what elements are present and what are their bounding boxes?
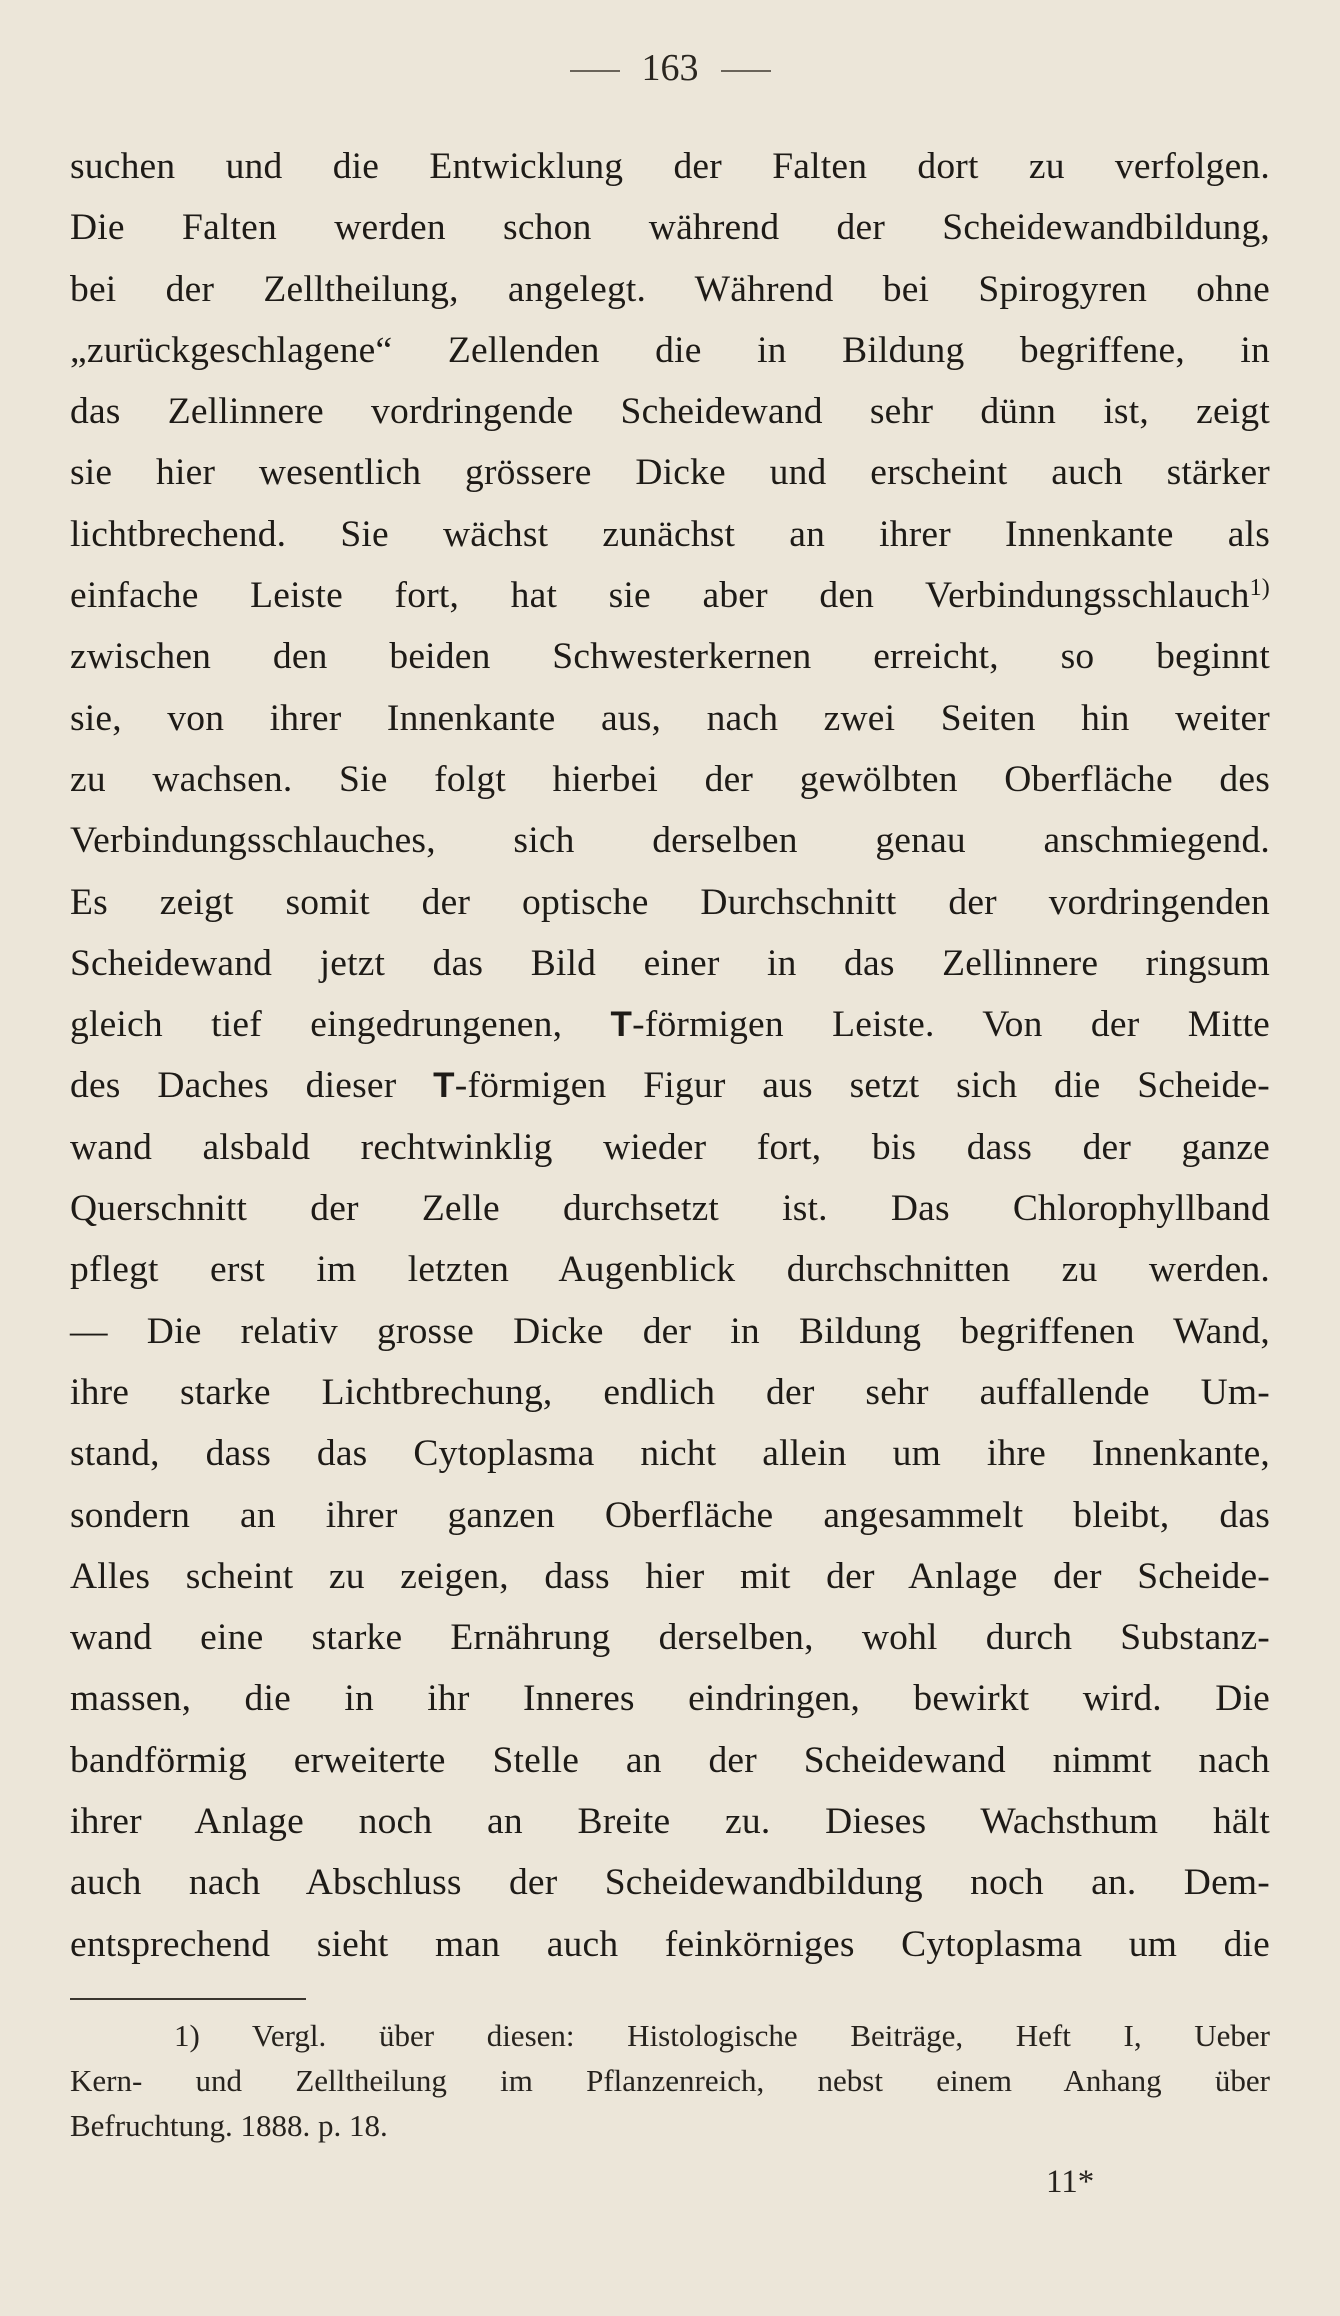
body-text [70,136,1270,1975]
text-line-1: suchen und die Entwicklung der Falten dort zu verfolgen. [70,146,1270,187]
footnote-line-3: Befruchtung. 1888. p. 18. [70,2108,388,2143]
page-number: 163 [641,47,699,89]
footnote [70,2013,1270,2148]
text-line-8-words: einfache Leiste fort, hat sie aber den Verbindungsschlauch [70,575,1250,617]
text-line-4: „zurückgeschlagene“ Zellenden die in Bildung begriffene, in [70,329,1270,371]
footnote-reference: 1) [1249,575,1270,602]
text-line-16-end: -förmigen Figur aus setzt sich die Scheide- [454,1065,1270,1107]
text-line-28: ihrer Anlage noch an Breite zu. Dieses Wachsthum hält [70,1801,1270,1843]
footnote-line-1: 1) Vergl. über diesen: Histologische Beiträge, Heft I, Ueber [174,2018,1270,2053]
text-line-16 [70,1055,1270,1116]
text-line-5: das Zellinnere vordringende Scheidewand sehr dünn ist, zeigt [70,391,1270,433]
t-shape-glyph: T [610,1005,633,1045]
text-line-10: sie, von ihrer Innenkante aus, nach zwei Seiten hin weiter [70,697,1270,739]
page-header [0,42,1340,94]
text-line-25: wand eine starke Ernährung derselben, wohl durch Substanz- [70,1617,1270,1659]
text-line-24: Alles scheint zu zeigen, dass hier mit der Anlage der Scheide- [70,1555,1270,1597]
text-line-20: — Die relativ grosse Dicke der in Bildung begriffenen Wand, [70,1310,1270,1352]
text-line-29: auch nach Abschluss der Scheidewandbildung noch an. Dem- [70,1862,1270,1904]
text-line-12: Verbindungsschlauches, sich derselben genau anschmiegend. [70,820,1270,862]
text-line-15-end: -förmigen Leiste. Von der Mitte [632,1004,1270,1046]
text-line-11: zu wachsen. Sie folgt hierbei der gewölbten Oberfläche des [70,758,1270,800]
text-line-7: lichtbrechend. Sie wächst zunächst an ihrer Innenkante als [70,513,1270,555]
text-line-15 [70,994,1270,1055]
text-line-8 [70,565,1270,626]
text-line-19: pflegt erst im letzten Augenblick durchschnitten zu werden. [70,1249,1270,1291]
header-dash-left [570,70,620,72]
header-dash-right [721,70,771,72]
text-line-23: sondern an ihrer ganzen Oberfläche angesammelt bleibt, das [70,1494,1270,1536]
text-line-3: bei der Zelltheilung, angelegt. Während bei Spirogyren ohne [70,268,1270,310]
text-line-6: sie hier wesentlich grössere Dicke und erscheint auch stärker [70,452,1270,494]
text-line-22: stand, dass das Cytoplasma nicht allein um ihre Innenkante, [70,1433,1270,1475]
printer-signature-mark: 11* [1046,2164,1095,2200]
text-line-16-start: des Daches dieser [70,1065,397,1107]
text-line-9: zwischen den beiden Schwesterkernen erreicht, so beginnt [70,636,1270,678]
text-line-13: Es zeigt somit der optische Durchschnitt der vordringenden [70,881,1270,923]
text-line-15-start: gleich tief eingedrungenen, [70,1004,563,1046]
text-line-30: entsprechend sieht man auch feinkörniges Cytoplasma um die [70,1923,1270,1965]
footnote-line-2: Kern- und Zelltheilung im Pflanzenreich, nebst einem Anhang über [70,2063,1270,2098]
text-line-18: Querschnitt der Zelle durchsetzt ist. Das Chlorophyllband [70,1188,1270,1230]
t-shape-glyph: T [433,1066,455,1106]
text-line-26: massen, die in ihr Inneres eindringen, bewirkt wird. Die [70,1678,1270,1720]
text-line-2: Die Falten werden schon während der Scheidewandbildung, [70,207,1270,249]
footnote-divider [70,1998,306,2000]
text-line-17: wand alsbald rechtwinklig wieder fort, bis dass der ganze [70,1126,1270,1168]
text-line-14: Scheidewand jetzt das Bild einer in das Zellinnere ringsum [70,942,1270,984]
text-line-21: ihre starke Lichtbrechung, endlich der sehr auffallende Um- [70,1371,1270,1413]
text-line-27: bandförmig erweiterte Stelle an der Scheidewand nimmt nach [70,1739,1270,1781]
